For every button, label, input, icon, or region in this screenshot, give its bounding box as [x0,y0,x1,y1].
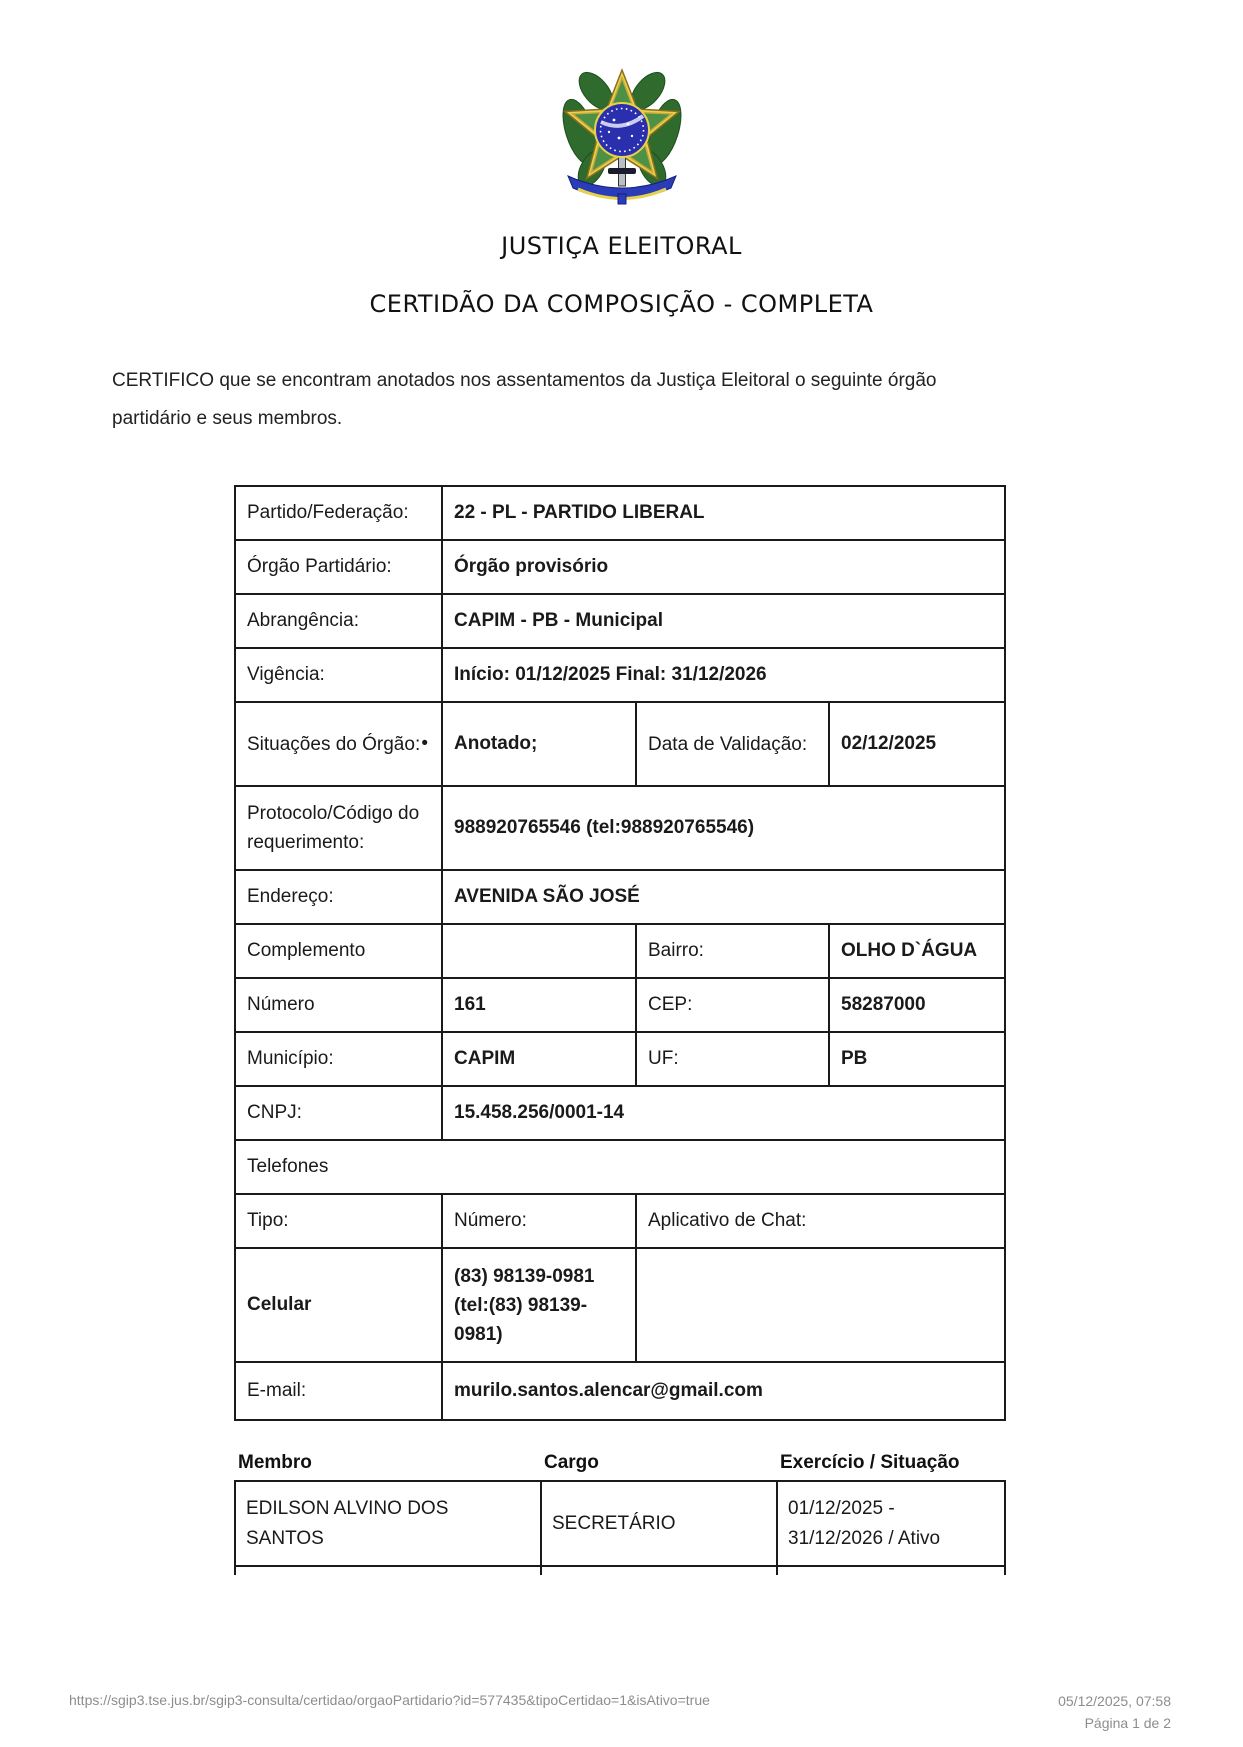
org-title: JUSTIÇA ELEITORAL [501,232,742,260]
data-validacao-value: 02/12/2025 [829,702,1005,786]
complemento-label: Complemento [235,924,442,978]
row-municipio [235,1032,1005,1086]
row-partido [235,486,1005,540]
vigencia-value: Início: 01/12/2025 Final: 31/12/2026 [442,648,1005,702]
orgao-label: Órgão Partidário: [235,540,442,594]
footer-page-number: Página 1 de 2 [1084,1715,1171,1731]
row-telefone-columns [235,1194,1005,1248]
members-table [234,1446,1006,1575]
footer-meta [1058,1690,1171,1734]
members-header-row [235,1446,1005,1481]
bairro-label: Bairro: [636,924,829,978]
email-value: murilo.santos.alencar@gmail.com [442,1362,1005,1420]
row-celular [235,1248,1005,1362]
certification-paragraph [112,362,1122,438]
members-header-exercicio: Exercício / Situação [780,1452,960,1473]
row-abrangencia [235,594,1005,648]
endereco-label: Endereço: [235,870,442,924]
brazil-coat-of-arms-icon [556,58,688,215]
row-vigencia [235,648,1005,702]
situacoes-value: Anotado; [442,702,636,786]
municipio-value: CAPIM [442,1032,636,1086]
cep-label: CEP: [636,978,829,1032]
member-row [235,1481,1005,1566]
numero-value: 161 [442,978,636,1032]
bullet-marker: • [421,733,428,754]
member-row-clipped [235,1566,1005,1575]
certification-line2: partidário e seus membros. [112,408,343,429]
abrangencia-value: CAPIM - PB - Municipal [442,594,1005,648]
member-name: EDILSON ALVINO DOS SANTOS [246,1497,449,1549]
certification-line1: CERTIFICO que se encontram anotados nos assentamentos da Justiça Eleitoral o seguinte órgão [112,370,937,391]
municipio-label: Município: [235,1032,442,1086]
party-details-table [234,485,1006,1421]
cnpj-value: 15.458.256/0001-14 [442,1086,1005,1140]
telefones-header: Telefones [235,1140,1005,1194]
chat-app-label: Aplicativo de Chat: [636,1194,1005,1248]
row-protocolo [235,786,1005,870]
member-cargo: SECRETÁRIO [541,1481,777,1566]
page-title: CERTIDÃO DA COMPOSIÇÃO - COMPLETA [369,290,874,318]
row-email [235,1362,1005,1420]
row-numero [235,978,1005,1032]
footer-datetime: 05/12/2025, 07:58 [1058,1693,1171,1709]
vigencia-label: Vigência: [235,648,442,702]
members-header-membro: Membro [238,1452,312,1473]
cnpj-label: CNPJ: [235,1086,442,1140]
uf-value: PB [829,1032,1005,1086]
orgao-value: Órgão provisório [442,540,1005,594]
situacoes-label: Situações do Órgão: [247,733,421,755]
celular-numero: (83) 98139-0981 (tel:(83) 98139-0981) [454,1265,595,1345]
complemento-value [442,924,636,978]
endereco-value: AVENIDA SÃO JOSÉ [442,870,1005,924]
row-complemento [235,924,1005,978]
protocolo-value: 988920765546 (tel:988920765546) [442,786,1005,870]
footer-url: https://sgip3.tse.jus.br/sgip3-consulta/certidao/orgaoPartidario?id=577435&tipoCertidao=1&isAtivo=true [69,1692,710,1708]
abrangencia-label: Abrangência: [235,594,442,648]
row-situacoes [235,702,1005,786]
celular-chat-app [636,1248,1005,1362]
telefone-numero-label: Número: [442,1194,636,1248]
celular-tipo: Celular [235,1248,442,1362]
tipo-label: Tipo: [235,1194,442,1248]
cep-value: 58287000 [829,978,1005,1032]
row-orgao-partidario [235,540,1005,594]
member-exercicio: 01/12/2025 - 31/12/2026 / Ativo [788,1497,941,1549]
row-telefones-header [235,1140,1005,1194]
uf-label: UF: [636,1032,829,1086]
members-header-cargo: Cargo [544,1452,599,1473]
numero-label: Número [235,978,442,1032]
data-validacao-label: Data de Validação: [636,702,829,786]
partido-label: Partido/Federação: [235,486,442,540]
email-label: E-mail: [235,1362,442,1420]
partido-value: 22 - PL - PARTIDO LIBERAL [442,486,1005,540]
protocolo-label: Protocolo/Código do requerimento: [235,786,442,870]
row-cnpj [235,1086,1005,1140]
row-endereco [235,870,1005,924]
bairro-value: OLHO D`ÁGUA [829,924,1005,978]
